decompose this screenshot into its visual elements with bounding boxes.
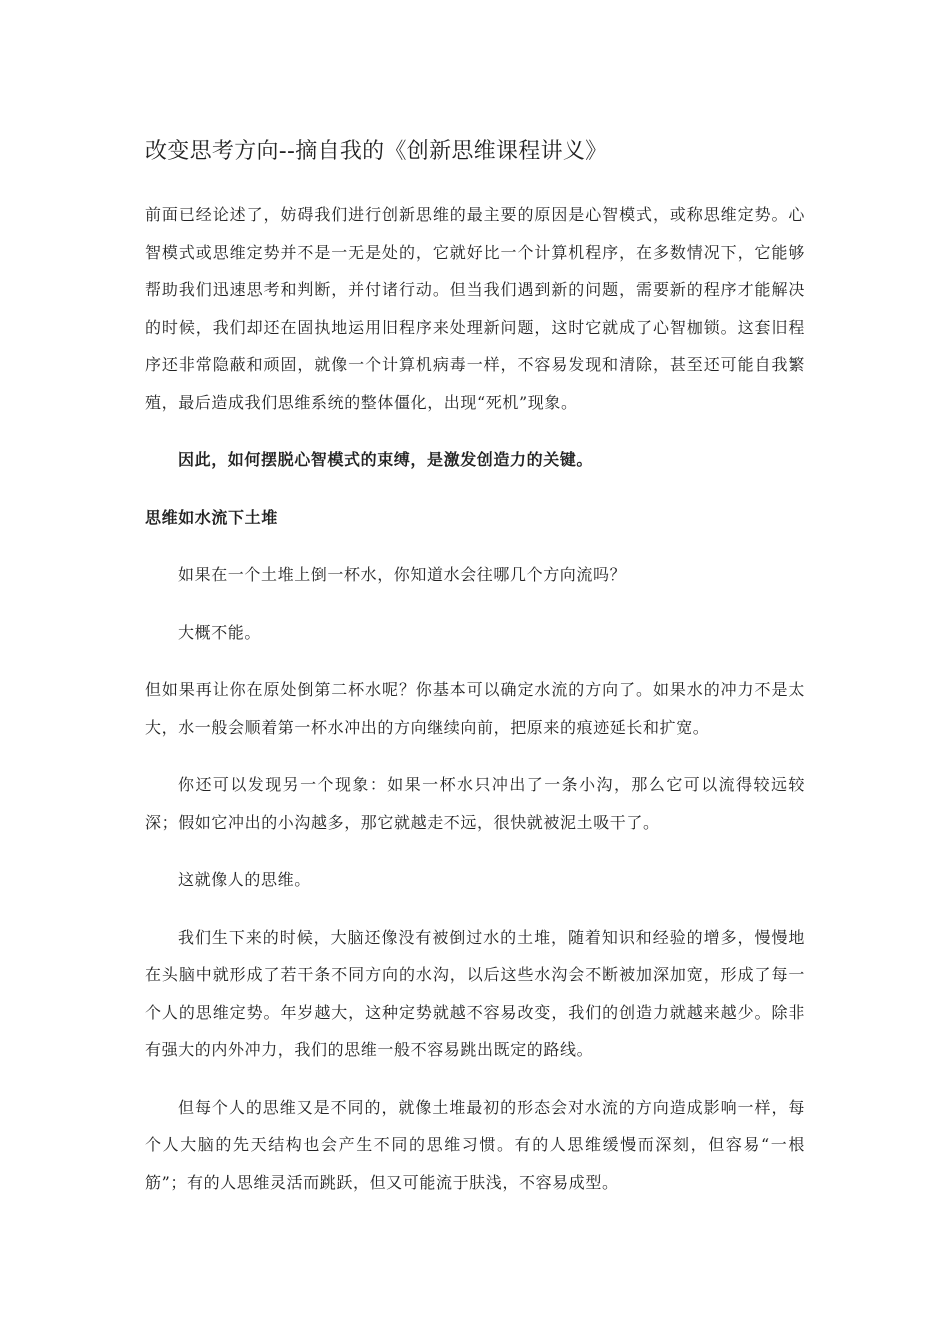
document-page <box>145 136 805 1221</box>
paragraph-phenomenon: 你还可以发现另一个现象：如果一杯水只冲出了一条小沟，那么它可以流得较远较深；假如它冲出的小沟越多，那它就越走不远，很快就被泥土吸干了。 <box>145 775 805 832</box>
paragraph-mental-models: 前面已经论述了，妨碍我们进行创新思维的最主要的原因是心智模式，或称思维定势。心智模式或思维定势并不是一无是处的，它就好比一个计算机程序，在多数情况下，它能够帮助我们迅速思考和判断，并付诸行动。但当我们遇到新的问题，需要新的程序才能解决的时候，我们却还在固执地运用旧程序来处理新问题，这时它就成了心智枷锁。这套旧程序还非常隐蔽和顽固，就像一个计算机病毒一样，不容易发现和清除，甚至还可能自我繁殖，最后造成我们思维系统的整体僵化，出现“死机”现象。 <box>145 205 805 412</box>
paragraph-second-cup: 但如果再让你在原处倒第二杯水呢？你基本可以确定水流的方向了。如果水的冲力不是太大，水一般会顺着第一杯水冲出的方向继续向前，把原来的痕迹延长和扩宽。 <box>145 680 805 737</box>
section-heading: 思维如水流下土堆 <box>145 507 278 527</box>
paragraph-question: 如果在一个土堆上倒一杯水，你知道水会往哪几个方向流吗？ <box>178 565 627 584</box>
paragraph-analogy: 这就像人的思维。 <box>178 870 311 889</box>
paragraph-differences: 但每个人的思维又是不同的，就像土堆最初的形态会对水流的方向造成影响一样，每个人大脑的先天结构也会产生不同的思维习惯。有的人思维缓慢而深刻，但容易“一根筋”；有的人思维灵活而跳跃，但又可能流于肤浅，不容易成型。 <box>145 1097 805 1192</box>
paragraph-birth: 我们生下来的时候，大脑还像没有被倒过水的土堆，随着知识和经验的增多，慢慢地在头脑中就形成了若干条不同方向的水沟，以后这些水沟会不断被加深加宽，形成了每一个人的思维定势。年岁越大，这种定势就越不容易改变，我们的创造力就越来越少。除非有强大的内外冲力，我们的思维一般不容易跳出既定的路线。 <box>145 927 805 1059</box>
paragraph-key-point: 因此，如何摆脱心智模式的束缚，是激发创造力的关键。 <box>178 450 594 469</box>
document-title: 改变思考方向--摘自我的《创新思维课程讲义》 <box>145 139 608 164</box>
paragraph-answer: 大概不能。 <box>178 622 262 642</box>
